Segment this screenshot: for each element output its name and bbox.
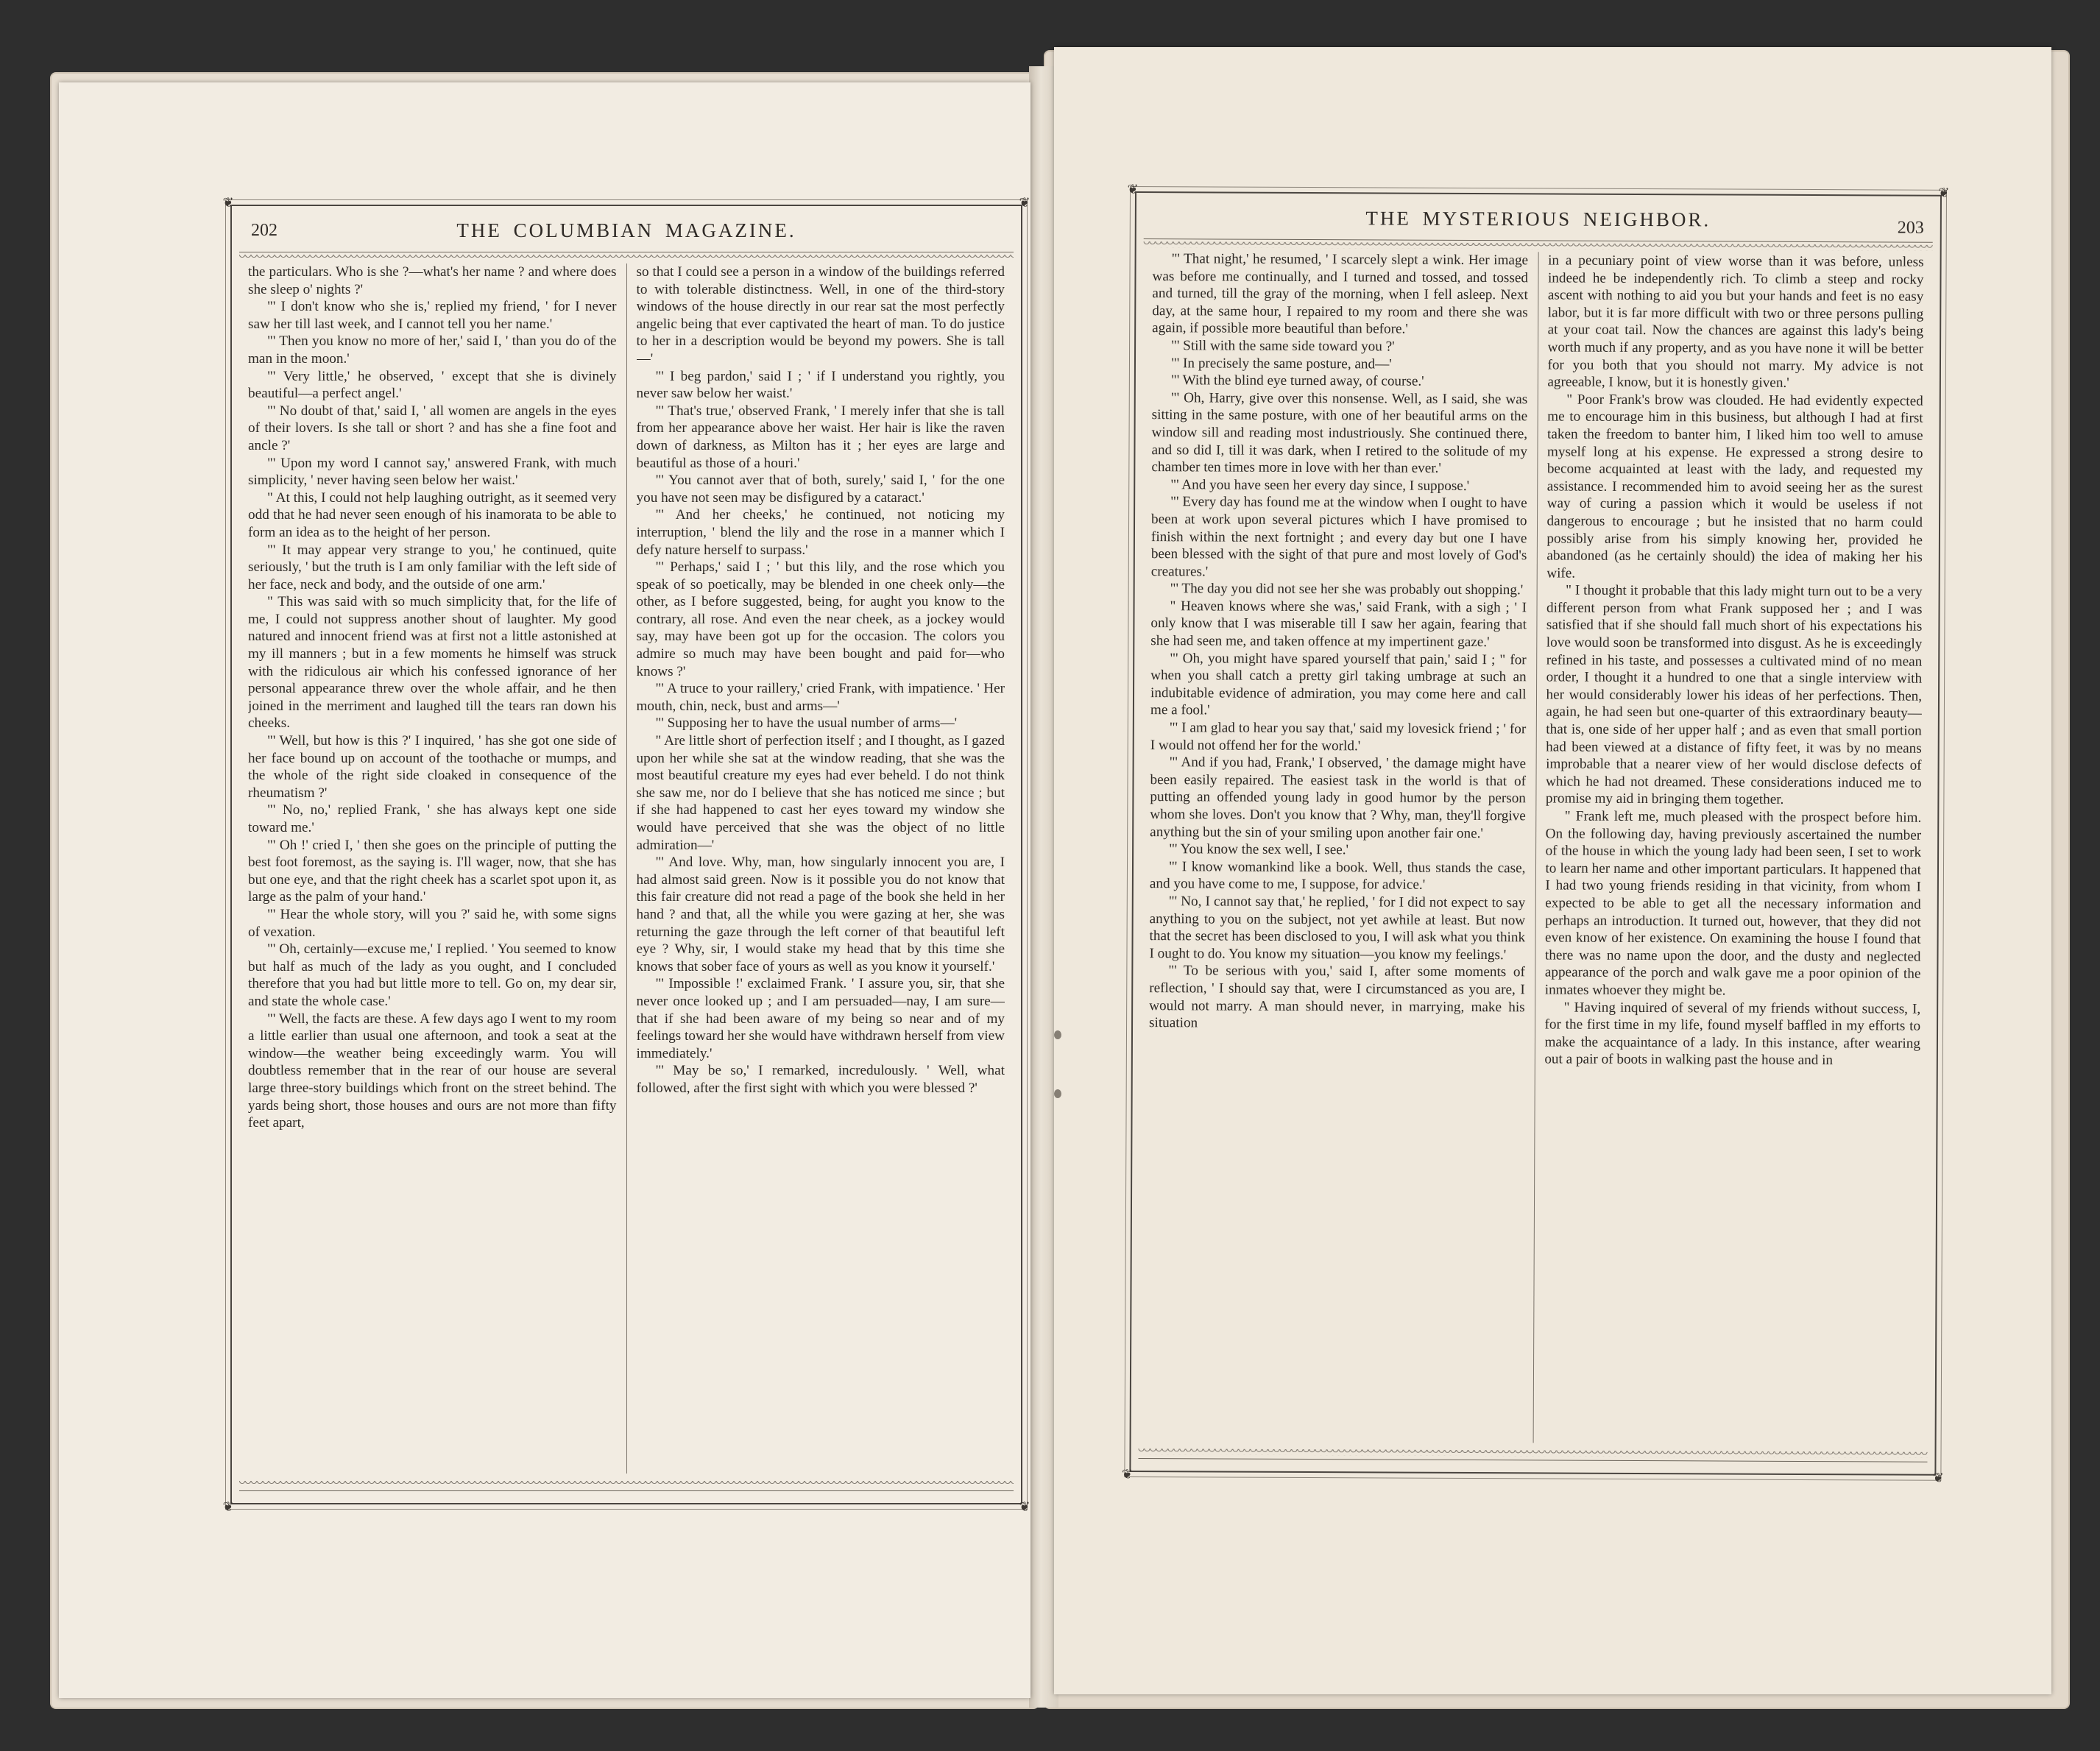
- ornament-corner-icon: ❦: [1938, 185, 1950, 200]
- paragraph: "' Well, the facts are these. A few days ago I went to my room a little earlier than usual one afternoon, and took a seat at the window—the weather being exceedingly warm. You will doubtless remember that in the rear of our house are several large three-story buildings which front on the street behind. The yards being short, those houses and ours are not more than fifty feet apart,: [248, 1011, 617, 1131]
- paragraph: "' That's true,' observed Frank, ' I merely infer that she is tall from her appearance above her waist. Her hair is like the raven down of darkness, as Milton has it ; her eyes are large and beautiful as those of a houri.': [636, 403, 1005, 471]
- paragraph: "' No, I cannot say that,' he replied, ' for I did not expect to say anything to you on the subject, not yet awhile at least. But now that the secret has been disclosed to you, I will ask what you think I ought to do. You know my situation—you know my feelings.': [1149, 894, 1526, 963]
- paragraph: "' The day you did not see her she was probably out shopping.': [1170, 581, 1524, 598]
- paragraph: "' Oh, Harry, give over this nonsense. Well, as I said, she was sitting in the same posture, with one of her beautiful arms on the window sill and reading most industriously. She continued there, and so did I, till it was dark, when I retired to the solitude of my chamber ten times more in love with her than ever.': [1151, 389, 1528, 476]
- paragraph: "' It may appear very strange to you,' he continued, quite seriously, ' but the truth is I am only familiar with the left side of her face, neck and body, and the outside of one arm.': [248, 542, 617, 592]
- bottom-rule: [239, 1490, 1014, 1491]
- text-column-left: [1148, 250, 1529, 1443]
- paragraph: "' Oh, certainly—excuse me,' I replied. ' You seemed to know but half as much of the lady as you ought, and I concluded therefore that you had but little more to tell. Go on, my dear sir, and state the whole case.': [248, 941, 617, 1009]
- paragraph: "' To be serious with you,' said I, after some moments of reflection, ' I should say that, were I circumstanced as you are, I would not marry. A man should never, in marrying, make his situation: [1149, 963, 1525, 1031]
- paragraph: " Heaven knows where she was,' said Frank, with a sigh ; ' I only know that I was miserable till I saw her again, fearing that she had seen me, and taken offence at my impertinent gaze.': [1150, 598, 1527, 651]
- ornament-corner-icon: ❦: [1127, 181, 1139, 197]
- running-header: [232, 219, 1021, 249]
- right-page-frame: [1121, 181, 1950, 1485]
- paragraph: " I thought it probable that this lady might turn out to be a very different person from what Frank supposed her ; and I was satisfied that if she should fall much short of his expectations his love would soon be transformed into disgust. As he is exceedingly refined in his taste, and possesses a cultivated mind of no mean order, I thought it a hundred to one that a single interview with her would considerably lower his ideas of her perfections. Then, again, he had seen but one-quarter of this extraordinary beauty—that is, one side of her upper half ; and as even that small portion had been viewed at a distance of fifty feet, it was by no means improbable that a nearer view of her would disclose defects of which he had not dreamed. These considerations induced me to promise my aid in bringing them together.: [1545, 582, 1923, 808]
- paragraph: the particulars. Who is she ?—what's her name ? and where does she sleep o' nights ?': [248, 264, 617, 297]
- paragraph: "' I know womankind like a book. Well, thus stands the case, and you have come to me, I suppose, for advice.': [1149, 858, 1526, 894]
- left-page-frame: [222, 195, 1030, 1514]
- paragraph: "' With the blind eye turned away, of course.': [1170, 372, 1424, 389]
- column-divider: [626, 263, 627, 1474]
- left-page: [59, 82, 1030, 1698]
- text-column-right: [637, 263, 1005, 1474]
- wavy-rule: [1144, 241, 1933, 251]
- ornament-corner-icon: ❦: [222, 1499, 234, 1514]
- paragraph: "' And her cheeks,' he continued, not noticing my interruption, ' blend the lily and the rose in a manner which I defy nature herself to surpass.': [636, 507, 1005, 558]
- paragraph: "' No doubt of that,' said I, ' all women are angels in the eyes of their lovers. Is she tall or short ? and has she a fine foot and ancle ?': [248, 403, 617, 453]
- ornament-corner-icon: ❦: [1121, 1466, 1133, 1482]
- paragraph: "' Oh, you might have spared yourself that pain,' said I ; " for when you shall catch a pretty girl taking umbrage at such an indubitable evidence of admiration, you may come here and call me a fool.': [1150, 650, 1527, 718]
- paragraph: "' And you have seen her every day since, I suppose.': [1170, 476, 1470, 494]
- wavy-rule: [239, 1481, 1014, 1487]
- right-page: [1054, 47, 2051, 1694]
- paragraph: in a pecuniary point of view worse than it was before, unless indeed he be independently rich. To climb a steep and rocky ascent with nothing to aid you but your hands and feet is no easy labor, but it is far more difficult with two or three persons pulling at your coat tail. Now the chances are against this lady's being worth much if any property, and as you have none it will be better for you both that you should not marry. My advice is not agreeable, I know, but it is honestly given.': [1547, 252, 1924, 392]
- paragraph: "' And if you had, Frank,' I observed, ' the damage might have been easily repaired. The easiest task in the world is that of putting an offended young lady in good humor by the person whom she loves. Don't you know that ? Why, man, they'll forgive anything but the sin of your smiling upon another fair one.': [1150, 754, 1527, 841]
- paragraph: "' In precisely the same posture, and—': [1170, 355, 1392, 372]
- paragraph: "' I don't know who she is,' replied my friend, ' for I never saw her till last week, and I cannot tell you her name.': [248, 299, 617, 332]
- wavy-rule: [239, 255, 1014, 261]
- paragraph: " This was said with so much simplicity that, for the life of me, I could not suppress another shout of laughter. My good natured and innocent friend was at first not a little astonished at my ill manners ; but in a few moments he himself was struck with the ridiculous air which his confessed ignorance of her personal appearance threw over the whole affair, and he then joined in the merriment and laughed till the tears ran down his cheeks.: [248, 594, 617, 732]
- paragraph: " Are little short of perfection itself ; and I thought, as I gazed upon her while she sat at the window reading, that she was the most beautiful creature my eyes had ever beheld. I do not think she saw me, nor do I believe that she has noticed me since ; but if she had happened to cast her eyes toward my window she would have perceived that she was the object of no little admiration—': [636, 733, 1005, 853]
- paragraph: "' Hear the whole story, will you ?' said he, with some signs of vexation.: [248, 906, 617, 940]
- paragraph: "' That night,' he resumed, ' I scarcely slept a wink. Her image was before me continually, and I turned and tossed, and tossed and turned, till the gray of the morning, when I fell asleep. Next day, at the same hour, I repaired to my room and there she was again, if possible more beautiful than before.': [1152, 251, 1529, 337]
- paragraph: "' I am glad to hear you say that,' said my lovesick friend ; ' for I would not offend her for the world.': [1150, 720, 1527, 754]
- paragraph: "' Supposing her to have the usual number of arms—': [655, 715, 958, 732]
- paragraph: "' I beg pardon,' said I ; ' if I understand you rightly, you never saw below her waist.': [636, 368, 1005, 402]
- running-title: THE COLUMBIAN MAGAZINE.: [456, 219, 796, 241]
- paragraph: " Poor Frank's brow was clouded. He had evidently expected me to encourage him in this business, but although I had at first taken the freedom to banter him, I liked him too well to amuse myself long at his expense. He expressed a strong desire to become acquainted at least with the lady, and requested my assistance. I recommended him to avoid seeing her as the surest way of curing a passion which it would be useless if not dangerous to encourage ; but he insisted that no harm could possibly arise from his simply knowing her, provided he abandoned (as he certainly should) the idea of making her his wife.: [1546, 392, 1923, 581]
- paragraph: "' Well, but how is this ?' I inquired, ' has she got one side of her face bound up on account of the toothache or mumps, and the whole of the right side cloaked in consequence of the rheumatism ?': [248, 733, 617, 801]
- paragraph: " At this, I could not help laughing outright, as it seemed very odd that he had never seen enough of his inamorata to be able to form an idea as to the height of her person.: [248, 489, 617, 540]
- paragraph: "' Upon my word I cannot say,' answered Frank, with much simplicity, ' never having seen below her waist.': [248, 455, 617, 489]
- paragraph: "' Perhaps,' said I ; ' but this lily, and the rose which you speak of so poetically, may be blended in one cheek only—the other, as I before suggested, being, for aught you know to the contrary, all rose. And even the near cheek, as a jockey would say, may have been got up for the occasion. The colors you admire so much may have been bought and paid for—who knows ?': [636, 559, 1005, 679]
- paragraph: " Frank left me, much pleased with the prospect before him. On the following day, having previously ascertained the number of the house in which the young lady had been seen, I set to work to learn her name and other important particulars. It happened that I had two young friends residing in that vicinity, from whom I expected to be able to get all the necessary information and perhaps an introduction. It turned out, however, that they did not even know of her existence. On examining the house I found that there was no name upon the door, and the dusty and neglected appearance of the porch and walk gave me a poor opinion of the inmates whoever they might be.: [1544, 808, 1922, 999]
- binding-hole: [1054, 1089, 1061, 1098]
- paragraph: "' A truce to your raillery,' cried Frank, with impatience. ' Her mouth, chin, neck, bust and arms—': [636, 681, 1005, 714]
- ornament-corner-icon: ❦: [222, 195, 234, 210]
- paragraph: " Having inquired of several of my friends without success, I, for the first time in my life, found myself baffled in my efforts to make the acquaintance of a lady. In this instance, after wearing out a pair of boots in walking past the house and in: [1544, 1000, 1921, 1069]
- page-number: 203: [1897, 218, 1924, 238]
- bottom-rule: [1138, 1458, 1927, 1462]
- paragraph: "' Then you know no more of her,' said I, ' than you do of the man in the moon.': [248, 333, 617, 367]
- wavy-rule: [1139, 1448, 1928, 1458]
- paragraph: "' No, no,' replied Frank, ' she has always kept one side toward me.': [248, 802, 617, 835]
- paragraph: "' You cannot aver that of both, surely,' said I, ' for the one you have not seen may be disfigured by a cataract.': [636, 473, 1005, 506]
- text-column-right: [1543, 252, 1924, 1444]
- text-columns: [248, 263, 1005, 1474]
- paragraph: "' Impossible !' exclaimed Frank. ' I assure you, sir, that she never once looked up ; and I am persuaded—nay, I am sure—that if she had been aware of my being so near and of my feelings toward her she would have withdrawn herself from view immediately.': [636, 976, 1005, 1061]
- paragraph: "' Oh !' cried I, ' then she goes on the principle of putting the best foot foremost, as the saying is. I'll wager, now, that she has but one eye, and that the right cheek has a scarlet spot upon it, as large as the palm of your hand.': [248, 837, 617, 905]
- running-header: [1136, 206, 1940, 239]
- running-title: THE MYSTERIOUS NEIGHBOR.: [1365, 207, 1711, 231]
- text-columns: [1148, 250, 1924, 1445]
- binding-hole: [1054, 1030, 1061, 1039]
- paragraph: "' Still with the same side toward you ?': [1171, 338, 1395, 355]
- text-column-left: [248, 263, 617, 1474]
- ornament-corner-icon: ❦: [1932, 1470, 1944, 1485]
- paragraph: "' And love. Why, man, how singularly innocent you are, I had almost said green. Now is it possible you do not know that this fair creature did not read a page of the book she held in her hand ? and that, all the while you were gazing at her, she was returning the gaze through the left corner of that beautiful left eye ? Why, sir, I would stake my head that by this time she knows that sober face of yours as well as you know it yourself.': [636, 855, 1005, 974]
- paragraph: "' May be so,' I remarked, incredulously. ' Well, what followed, after the first sight with which you were blessed ?': [636, 1063, 1005, 1096]
- paragraph: "' Very little,' he observed, ' except that she is divinely beautiful—a perfect angel.': [248, 368, 617, 402]
- ornament-corner-icon: ❦: [1019, 195, 1030, 210]
- column-divider: [1532, 252, 1538, 1443]
- paragraph: so that I could see a person in a window of the buildings referred to with tolerable distinctness. Well, in one of the third-story windows of the house directly in our rear sat the most perfectly angelic being that ever captivated the heart of man. To do justice to her in a description would be beyond my powers. She is tall—': [636, 264, 1005, 367]
- page-number: 202: [251, 221, 277, 240]
- paragraph: "' Every day has found me at the window when I ought to have been at work upon several pictures which I have promised to finish within the next fortnight ; and every day but one I have been blessed with the sight of that pure and most lovely of God's creatures.': [1150, 494, 1527, 580]
- ornament-corner-icon: ❦: [1019, 1499, 1030, 1514]
- paragraph: "' You know the sex well, I see.': [1169, 841, 1349, 858]
